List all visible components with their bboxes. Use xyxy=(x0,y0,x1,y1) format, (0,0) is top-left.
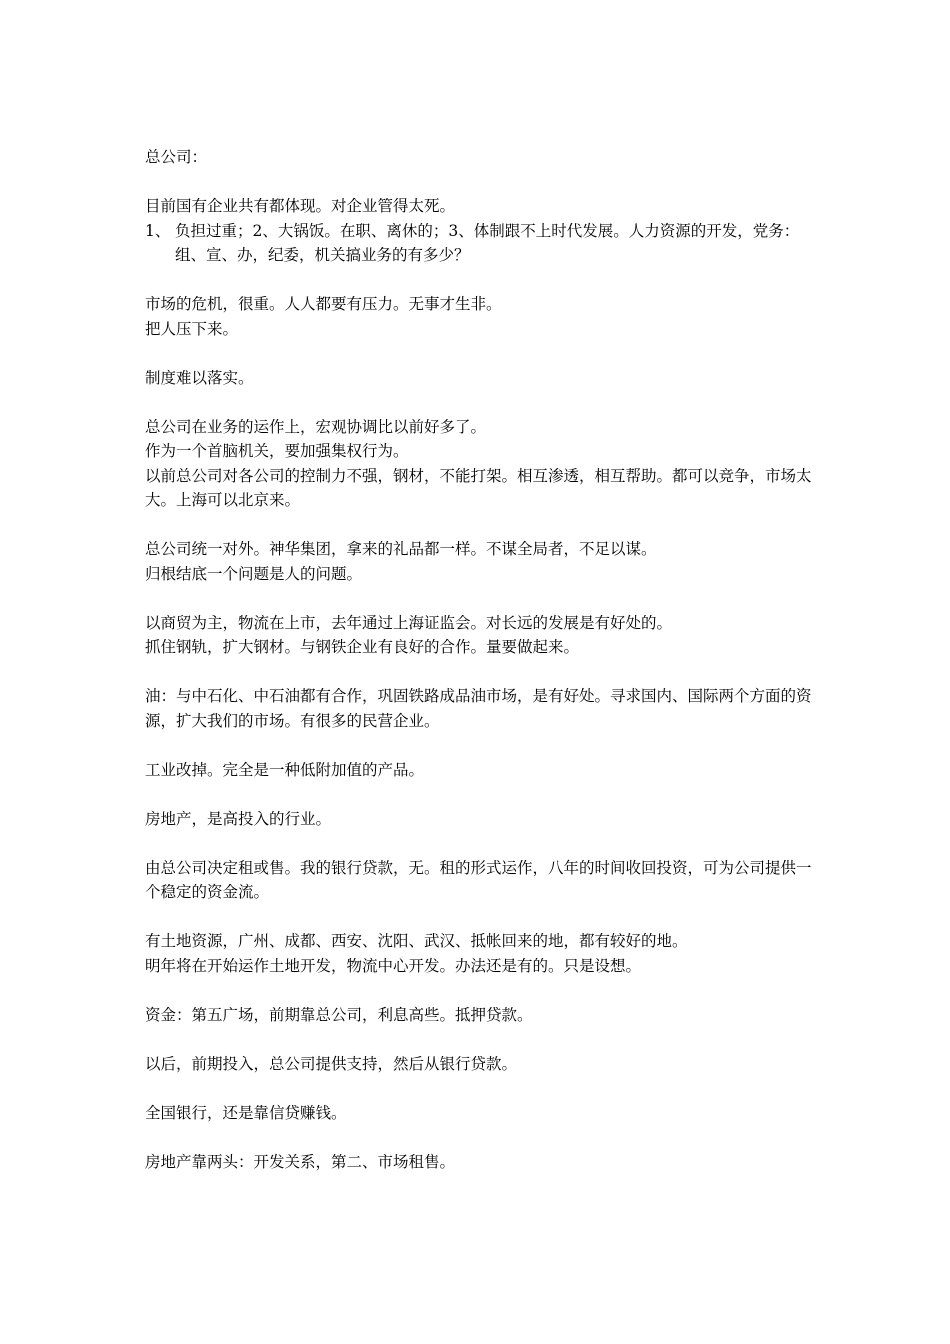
numbered-list-item xyxy=(145,219,815,268)
document-body xyxy=(145,145,815,1174)
paragraph-text: 以后，前期投入，总公司提供支持，然后从银行贷款。 xyxy=(145,1054,518,1073)
blank-line xyxy=(145,1125,815,1150)
paragraph-text: 全国银行，还是靠信贷赚钱。 xyxy=(145,1103,347,1122)
paragraph-text: 油：与中石化、中石油都有合作，巩固铁路成品油市场，是有好处。寻求国内、国际两个方面的资源，扩大我们的市场。有很多的民营企业。 xyxy=(145,687,812,730)
paragraph-text: 以商贸为主，物流在上市，去年通过上海证监会。对长远的发展是有好处的。 xyxy=(145,613,673,632)
blank-line xyxy=(145,341,815,366)
paragraph-text: 把人压下来。 xyxy=(145,319,239,338)
blank-line xyxy=(145,170,815,195)
paragraph-text: 抓住钢轨，扩大钢材。与钢铁企业有良好的合作。量要做起来。 xyxy=(145,638,580,656)
blank-line xyxy=(145,831,815,856)
blank-line xyxy=(145,660,815,685)
blank-line xyxy=(145,978,815,1003)
paragraph-text: 资金：第五广场，前期靠总公司，利息高些。抵押贷款。 xyxy=(145,1005,533,1024)
list-item-text: 负担过重；2、大锅饭。在职、离休的；3、体制跟不上时代发展。人力资源的开发，党务：组、宣、办，纪委，机关搞业务的有多少？ xyxy=(175,221,800,264)
paragraph-text: 归根结底一个问题是人的问题。 xyxy=(145,564,363,583)
paragraph-text: 房地产，是高投入的行业。 xyxy=(145,809,332,828)
paragraph-text: 市场的危机，很重。人人都要有压力。无事才生非。 xyxy=(145,295,502,313)
blank-line xyxy=(145,905,815,930)
blank-line xyxy=(145,782,815,807)
paragraph-text: 房地产靠两头：开发关系，第二、市场租售。 xyxy=(145,1152,456,1171)
paragraph-text: 总公司在业务的运作上，宏观协调比以前好多了。 xyxy=(145,417,487,436)
paragraph-text: 总公司统一对外。神华集团，拿来的礼品都一样。不谋全局者，不足以谋。 xyxy=(145,540,657,558)
paragraph-text: 制度难以落实。 xyxy=(145,368,254,387)
blank-line xyxy=(145,586,815,611)
blank-line xyxy=(145,268,815,293)
paragraph-text: 明年将在开始运作土地开发，物流中心开发。办法还是有的。只是设想。 xyxy=(145,956,642,975)
list-marker: 1、 xyxy=(145,221,171,240)
blank-line xyxy=(145,390,815,415)
paragraph-text: 作为一个首脑机关，要加强集权行为。 xyxy=(145,442,409,460)
paragraph-text: 有土地资源，广州、成都、西安、沈阳、武汉、抵帐回来的地，都有较好的地。 xyxy=(145,932,688,950)
blank-line xyxy=(145,1027,815,1052)
paragraph-text: 由总公司决定租或售。我的银行贷款，无。租的形式运作，八年的时间收回投资，可为公司提供一个稳定的资金流。 xyxy=(145,858,812,901)
paragraph-text: 工业改掉。完全是一种低附加值的产品。 xyxy=(145,760,425,779)
heading-company: 总公司： xyxy=(145,148,208,166)
blank-line xyxy=(145,1076,815,1101)
paragraph-text: 以前总公司对各公司的控制力不强，钢材，不能打架。相互渗透，相互帮助。都可以竞争，市场太大。上海可以北京来。 xyxy=(145,466,812,509)
paragraph-text: 目前国有企业共有都体现。对企业管得太死。 xyxy=(145,197,456,215)
blank-line xyxy=(145,733,815,758)
blank-line xyxy=(145,513,815,538)
